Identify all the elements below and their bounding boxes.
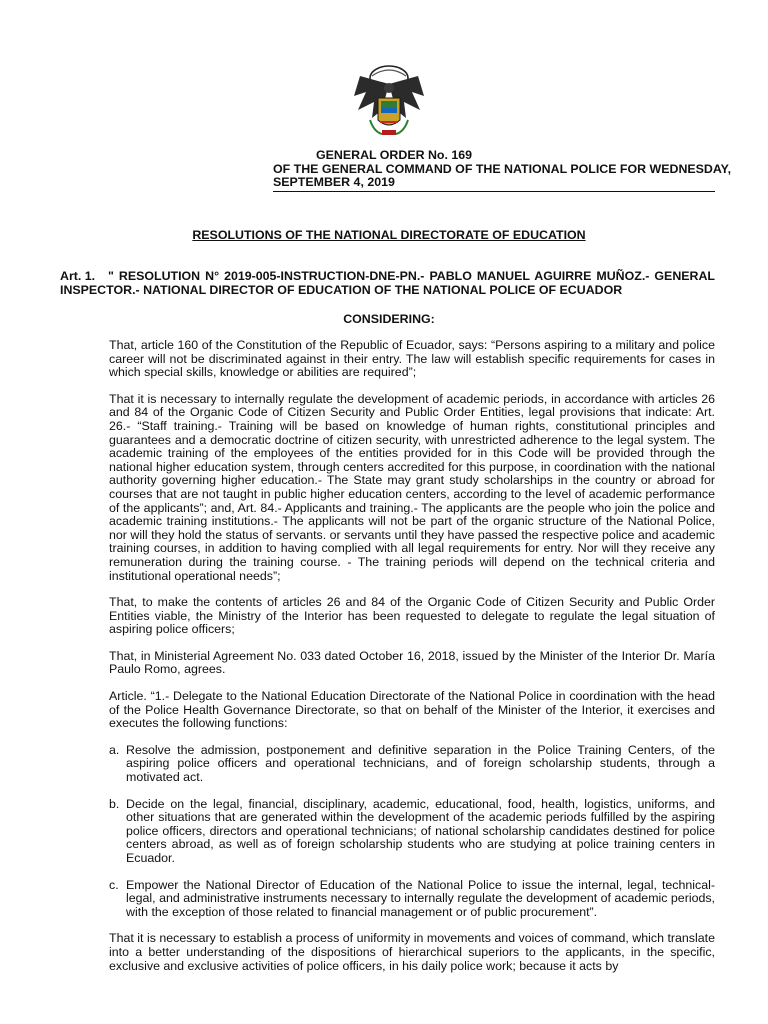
paragraph: That it is necessary to internally regulate the development of academic periods, in accordance with articles 26 and 84 of the Organic Code of Citizen Security and Public Order Entities, legal provisions that indicate: Art. 26.- “Staff training.- Training will be based on knowledge of human rights, constitutional principles and guarantees and a democratic doctrine of citizen security, with unrestricted adherence to the legal system. The academic training of the employees of the entities provided for in this Code will be provided through the national higher education system, through centers accredited for this purpose, in coordination with the national authority governing higher education.- The State may grant study scholarships in the country or abroad for courses that are not taught in public higher education centers, according to the level of academic performance of the applicants”; and, Art. 84.- Applicants and training.- The applicants are the people who join the police and academic training institutions.- The applicants will not be part of the organic structure of the National Police, nor will they hold the status of servants. or servants until they have passed the respective police and academic training courses, in addition to having complied with all legal requirements for entry. Nor will they receive any remuneration during the training course. - The training periods will depend on the technical criteria and institutional operational needs”; — [109, 391, 715, 583]
order-date-line: SEPTEMBER 4, 2019 — [273, 176, 715, 192]
police-emblem-logo — [352, 62, 426, 142]
article-number: Art. 1. — [60, 269, 96, 283]
order-header — [273, 148, 732, 192]
list-item — [109, 879, 715, 920]
list-item-text: Resolve the admission, postponement and definitive separation in the Police Training Centers, of the aspiring police officers and operational technicians, and of foreign scholarship students, through a motivated act. — [126, 742, 715, 785]
list-item-text: Decide on the legal, financial, disciplinary, academic, educational, food, health, logistics, uniforms, and other situations that are generated within the development of the academic periods fulfilled by the aspiring police officers, directors and operational technicians; of national scholarship candidates destined for police centers abroad, as well as of foreign scholarship students who are studying at police training centers in Ecuador. — [126, 796, 715, 865]
paragraph: That, in Ministerial Agreement No. 033 dated October 16, 2018, issued by the Minister of the Interior Dr. María Paulo Romo, agrees. — [109, 648, 715, 677]
list-marker: c. — [109, 877, 119, 892]
list-marker: b. — [109, 796, 120, 811]
list-marker: a. — [109, 742, 120, 757]
paragraph: That, article 160 of the Constitution of the Republic of Ecuador, says: “Persons aspiring to a military and police career will not be discriminated against in their entry. The law will establish specific requirements for cases in which special skills, knowledge or abilities are required”; — [109, 338, 715, 380]
paragraph: That, to make the contents of articles 26 and 84 of the Organic Code of Citizen Security and Public Order Entities viable, the Ministry of the Interior has been requested to delegate to regulate the legal situation of aspiring police officers; — [109, 595, 715, 637]
list-item-text: Empower the National Director of Education of the National Police to issue the internal, legal, technical-legal, and administrative instruments necessary to internally regulate the development of academic periods, with the exception of those related to financial management or of public procurement”. — [126, 877, 715, 919]
order-number: GENERAL ORDER No. 169 — [316, 148, 473, 162]
article-inspector-line: INSPECTOR.- NATIONAL DIRECTOR OF EDUCATION OF THE NATIONAL POLICE OF ECUADOR — [60, 282, 623, 297]
article-heading — [60, 270, 715, 297]
paragraph: Article. “1.- Delegate to the National Education Directorate of the National Police in coordination with the head of the Police Health Governance Directorate, so that on behalf of the Minister of the Interior, it exercises and executes the following functions: — [109, 689, 715, 731]
document-body — [109, 339, 715, 986]
final-paragraph: That it is necessary to establish a process of uniformity in movements and voices of command, which translate into a better understanding of the dispositions of hierarchical superiors to the applicants, in the specific, exclusive and exclusive activities of police officers, in his daily police work; because it acts by — [109, 931, 715, 973]
list-item — [109, 744, 715, 785]
list-item — [109, 798, 715, 866]
functions-list — [109, 744, 715, 920]
article-resolution-line: " RESOLUTION N° 2019-005-INSTRUCTION-DNE-PN.- PABLO MANUEL AGUIRRE MUÑOZ.- GENERAL — [108, 269, 715, 283]
order-subtitle-line: OF THE GENERAL COMMAND OF THE NATIONAL POLICE FOR WEDNESDAY, — [273, 161, 732, 176]
considering-heading: CONSIDERING: — [343, 312, 435, 326]
section-title: RESOLUTIONS OF THE NATIONAL DIRECTORATE OF EDUCATION — [192, 228, 586, 242]
